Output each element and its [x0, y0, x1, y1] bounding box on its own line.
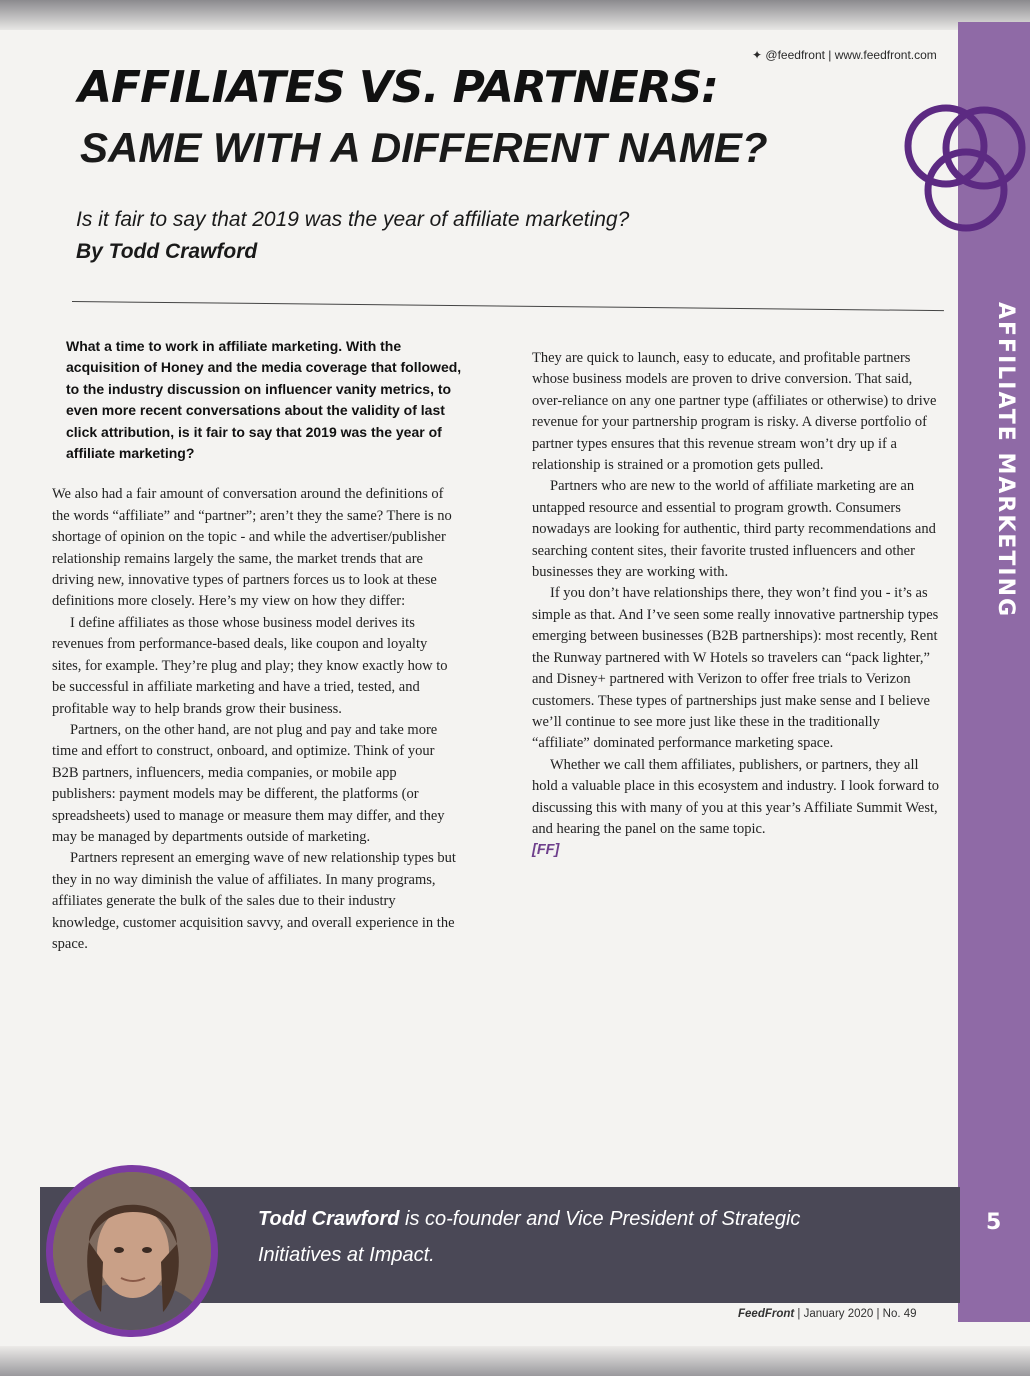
- author-bio: [258, 1201, 858, 1273]
- footer-brand: FeedFront: [738, 1308, 795, 1320]
- author-avatar: [46, 1165, 218, 1337]
- page-number: 5: [986, 1210, 1002, 1235]
- title-divider: [72, 301, 944, 311]
- page-footer: [738, 1308, 917, 1320]
- portrait-icon: [53, 1172, 211, 1330]
- paragraph: Partners, on the other hand, are not plug and pay and take more time and effort to construct, onboard, and optimize. Think of your B2B partners, influencers, media companies, or mobile app publishers: payment models may be different, the platforms (or spreadsheets) used to manage or measure them may differ, and they may be managed by departments outside of marketing.: [52, 721, 445, 845]
- footer-issue: | January 2020 | No. 49: [794, 1308, 917, 1320]
- paragraph: If you don’t have relationships there, they won’t find you - it’s as simple as that. And I’ve seen some really innovative partnership types emerging between businesses (B2B partnerships): most recently, Rent the Runway partnered with W Hotels so travelers can “pack lighter,” and Disney+ partnered with Verizon to offer free trials to Verizon customers. These types of partnerships just make sense and I believe we’ll continue to see more just like these in the traditionally “affiliate” dominated performance marketing space.: [532, 585, 939, 752]
- social-handle: ✦ @feedfront | www.feedfront.com: [752, 48, 937, 62]
- article-subtitle: Is it fair to say that 2019 was the year of affiliate marketing?: [76, 208, 630, 231]
- bird-icon: ✦: [752, 48, 763, 62]
- paragraph: Partners represent an emerging wave of new relationship types but they in no way diminish the value of affiliates. In many programs, affiliates generate the bulk of the sales due to their industry knowledge, customer acquisition savvy, and overall experience in the space.: [52, 850, 456, 952]
- paragraph: I define affiliates as those whose business model derives its revenues from performance-based deals, like coupon and loyalty sites, for example. They’re plug and play; they know exactly how to be successful in affiliate marketing and have a tried, tested, and profitable way to help brands grow their business.: [52, 614, 448, 717]
- article-title-secondary: SAME WITH A DIFFERENT NAME?: [80, 124, 768, 171]
- paragraph: They are quick to launch, easy to educate, and profitable partners whose business models are proven to drive conversion. That said, over-reliance on any one partner type (affiliates or otherwise) to drive revenue for your partnership program is risky. A diverse portfolio of partner types ensures that this revenue stream won’t dry up if a relationship is strained or a promotion gets pulled.: [532, 350, 937, 474]
- paragraph: Whether we call them affiliates, publishers, or partners, they all hold a valuable place in this ecosystem and industry. I look forward to discussing this with many of you at this year’s Affiliate Summit West, and hearing the panel on the same topic.: [532, 756, 939, 837]
- paragraph: Partners who are new to the world of affiliate marketing are an untapped resource and essential to program growth. Consumers nowadays are looking for authentic, third party recommendations and searching content sites, their favorite trusted influencers and other businesses they are working with.: [532, 478, 936, 581]
- article-byline: By Todd Crawford: [76, 240, 258, 263]
- author-name: Todd Crawford: [258, 1208, 400, 1230]
- article-column-left: [52, 336, 460, 955]
- article-title: AFFILIATES VS. PARTNERS:: [78, 62, 718, 113]
- end-mark: [FF]: [532, 842, 560, 859]
- rings-logo-icon: [896, 100, 1026, 240]
- author-bio-text: is co-founder and Vice President of Strategic Initiatives at Impact.: [258, 1208, 801, 1266]
- article-lead: What a time to work in affiliate marketing. With the acquisition of Honey and the media coverage that followed, to the industry discussion on influencer vanity metrics, to even more recent conversations about the validity of last click attribution, is it fair to say that 2019 was the year of affiliate marketing?: [66, 338, 462, 462]
- page-top-shadow: [0, 0, 1030, 30]
- section-label: AFFILIATE MARKETING: [993, 302, 1018, 619]
- article-column-right: [532, 348, 940, 862]
- paragraph: We also had a fair amount of conversation around the definitions of the words “affiliate” and “partner”; aren’t they the same? There is no shortage of opinion on the topic - and while the advertiser/publisher relationship remains largely the same, the market trends that are driving new, innovative types of partners forces us to look at these definitions more closely. Here’s my view on how they differ:: [52, 486, 452, 610]
- page-bottom-shadow: [0, 1346, 1030, 1376]
